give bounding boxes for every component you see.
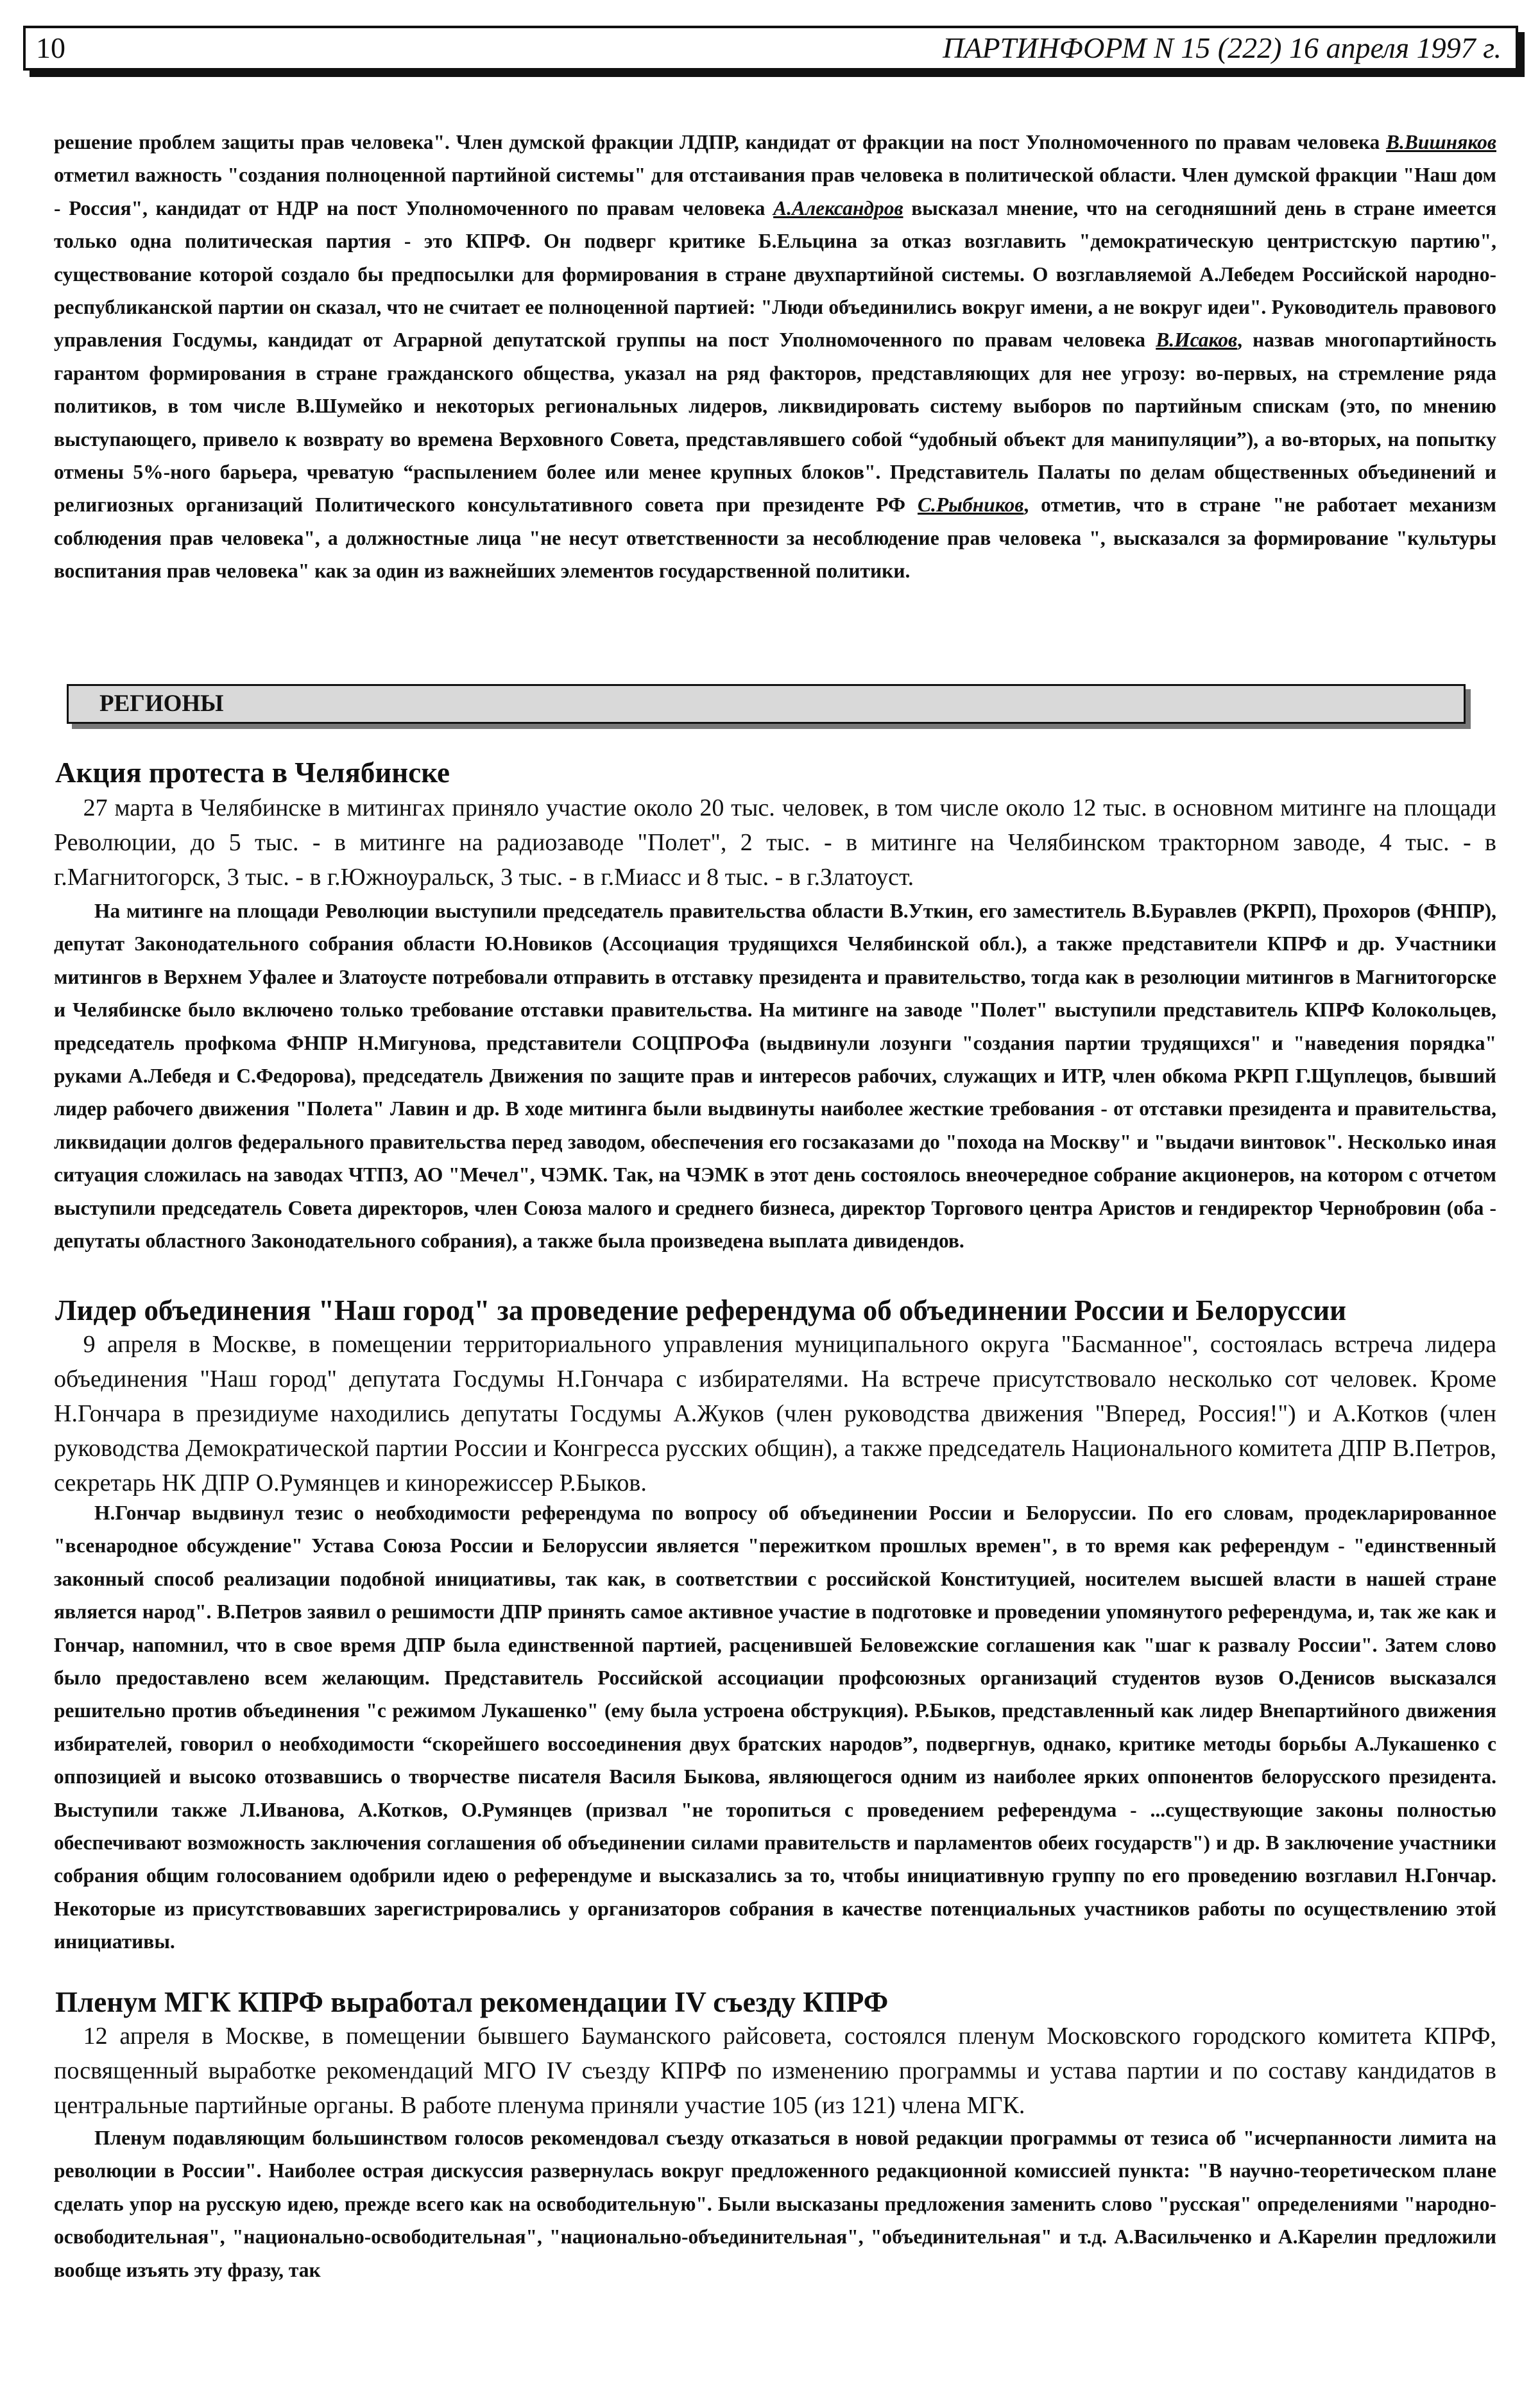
article-body-chelyabinsk: На митинге на площади Революции выступили председатель правительства области В.Уткин, его заместитель В.Буравлев (РКРП), Прохоров (ФНПР), депутат Законодательного собрания области Ю.Новиков (Ассоциация трудящихся Челябинской обл.), а также представители КПРФ и др. Участники митингов в Верхнем Уфалее и Златоусте потребовали отправить в отставку президента и правительство, тогда как в резолюции митингов в Магнитогорске и Челябинске было включено только требование отставки правительства. На митинге на заводе "Полет" выступили представитель КПРФ Колокольцев, председатель профкома ФНПР Н.Мигунова, представители СОЦПРОФа (выдвинули лозунги "создания партии трудящихся" и "наведения порядка" руками А.Лебедя и С.Федорова), председатель Движения по защите прав и интересов рабочих, служащих и ИТР, член обкома РКРП Г.Щуплецов, бывший лидер рабочего движения "Полета" Лавин и др. В ходе митинга были выдвинуты наиболее жесткие требования - от отставки президента и правительства, ликвидации долгов федерального правительства перед заводом, обеспечения его госзаказами до "похода на Москву" и "выдачи винтовок". Несколько иная ситуация сложилась на заводах ЧТПЗ, АО "Мечел", ЧЭМК. Так, на ЧЭМК в этот день состоялось внеочередное собрание акционеров, на котором с отчетом выступили председатель Совета директоров, член Союза малого и среднего бизнеса, директор Торгового центра Аристов и гендиректор Чернобровин (оба - депутаты областного Законодательного собрания), а также была произведена выплата дивидендов. — [54, 900, 1496, 1253]
intro-paragraph — [54, 126, 1496, 588]
name-isakov: В.Исаков — [1156, 329, 1238, 352]
page-header — [23, 26, 1518, 71]
name-vishnyakov: В.Вишняков — [1386, 131, 1496, 153]
issue-title: ПАРТИНФОРМ N 15 (222) 16 апреля 1997 г. — [943, 31, 1502, 64]
article-title-mgk-kprf: Пленум МГК КПРФ выработал рекомендации IV съезду КПРФ — [55, 1986, 889, 2018]
intro-text: , назвав многопартийность гарантом формирования в стране гражданского общества, указал на ряд факторов, представляющих для нее угрозу: во-первых, на стремление ряда политиков, в том числе В.Шумейко и некоторых региональных лидеров, ликвидировать систему выборов по партийным спискам (это, по мнению выступающего, привело к возврату во времена Верховного Совета, представлявшего собой “удобный объект для манипуляции”), а во-вторых, на попытку отмены 5%-ного барьера, чреватую “распылением более или менее крупных блоков". Представитель Палаты по делам общественных объединений и религиозных организаций Политического консультативного совета при президенте РФ — [54, 329, 1497, 517]
article-lead-nash-gorod: 9 апреля в Москве, в помещении территориального управления муниципального округа "Басманное", состоялась встреча лидера объединения "Наш город" депутата Госдумы Н.Гончара с избирателями. На встрече присутствовало несколько сот человек. Кроме Н.Гончара в президиуме находились депутаты Госдумы А.Жуков (член руководства движения "Вперед, Россия!") и А.Котков (член руководства Демократической партии России и Конгресса русских общин), а также председатель Национального комитета ДПР В.Петров, секретарь НК ДПР О.Румянцев и кинорежиссер Р.Быков. — [54, 1331, 1496, 1496]
intro-text: высказал мнение, что на сегодняшний день в стране имеется только одна политическая партия - это КПРФ. Он подверг критике Б.Ельцина за отказ возглавить "демократическую центристскую партию", существование которой создало бы предпосылки для формирования в стране двухпартийной системы. О возглавляемой А.Лебедем Российской народно-республиканской партии он сказал, что не считает ее полноценной партией: "Люди объединились вокруг имени, а не вокруг идеи". Руководитель правового управления Госдумы, кандидат от Аграрной депутатской группы на пост Уполномоченного по правам человека — [54, 196, 1496, 352]
section-label: РЕГИОНЫ — [99, 690, 224, 717]
intro-text: решение проблем защиты прав человека". Член думской фракции ЛДПР, кандидат от фракции на пост Уполномоченного по правам человека — [54, 131, 1387, 153]
article-lead-mgk-kprf: 12 апреля в Москве, в помещении бывшего Бауманского райсовета, состоялся пленум Московского городского комитета КПРФ, посвященный выработке рекомендаций МГО IV съезду КПРФ по изменению программы и устава партии и по составу кандидатов в центральные партийные органы. В работе пленума приняли участие 105 (из 121) члена МГК. — [54, 2023, 1496, 2119]
article-body-mgk-kprf: Пленум подавляющим большинством голосов рекомендовал съезду отказаться в новой редакции программы от тезиса об "исчерпанности лимита на революции в России". Наиболее острая дискуссия развернулась вокруг предложенного редакционной комиссией пункта: "В научно-теоретическом плане сделать упор на русскую идею, прежде всего как на освободительную". Были высказаны предложения заменить слово "русская" определениями "народно-освободительная", "национально-освободительная", "национально-объединительная", "объединительная" и т.д. А.Васильченко и А.Карелин предложили вообще изъять эту фразу, так — [54, 2127, 1496, 2281]
intro-text: отметил важность "создания полноценной партийной системы" для отстаивания прав человека в политической области. Член думской фракции "Наш дом - Россия", кандидат от НДР на пост Уполномоченного по правам человека — [54, 164, 1496, 219]
article-body-nash-gorod: Н.Гончар выдвинул тезис о необходимости референдума по вопросу об объединении России и Белоруссии. По его словам, продекларированное "всенародное обсуждение" Устава Союза России и Белоруссии является "пережитком прошлых времен", в то время как референдум - "единственный законный способ реализации подобной инициативы, так как, в соответствии с российской Конституцией, носителем высшей власти в нашей стране является народ". В.Петров заявил о решимости ДПР принять самое активное участие в подготовке и проведении упомянутого референдума, и, так же как и Гончар, напомнил, что в свое время ДПР была единственной партией, расценившей Беловежские соглашения как "шаг к развалу России". Затем слово было предоставлено всем желающим. Представитель Российской ассоциации профсоюзных организаций студентов вузов О.Денисов высказался решительно против объединения "с режимом Лукашенко" (ему была устроена обструкция). Р.Быков, представленный как лидер Внепартийного движения избирателей, говорил о необходимости “скорейшего воссоединения двух братских народов”, подвергнув, однако, критике методы борьбы А.Лукашенко с оппозицией и высоко отозвавшись о творчестве писателя Василя Быкова, являющегося одним из наиболее ярких оппонентов белорусского президента. Выступили также Л.Иванова, А.Котков, О.Румянцев (призвал "не торопиться с проведением референдума - ...существующие законы полностью обеспечивают возможность заключения соглашения об объединении силами правительств и парламентов обеих государств") и др. В заключение участники собрания общим голосованием одобрили идею о референдуме и высказались за то, чтобы инициативную группу по его проведению возглавил Н.Гончар. Некоторые из присутствовавших зарегистрировались у организаторов собрания в качестве потенциальных участников работы по осуществлению этой инициативы. — [54, 1502, 1496, 1953]
name-aleksandrov: А.Александров — [773, 196, 903, 219]
section-heading-regions — [67, 684, 1466, 724]
page-number: 10 — [36, 31, 65, 64]
name-rybnikov: С.Рыбников — [918, 493, 1024, 517]
article-title-nash-gorod: Лидер объединения "Наш город" за проведение референдума об объединении России и Белоруссии — [55, 1294, 1347, 1326]
article-lead-chelyabinsk: 27 марта в Челябинске в митингах приняло участие около 20 тыс. человек, в том числе около 12 тыс. в основном митинге на площади Революции, до 5 тыс. - в митинге на радиозаводе "Полет", 2 тыс. - в митинге на Челябинском тракторном заводе, 4 тыс. - в г.Магнитогорск, 3 тыс. - в г.Южноуральск, 3 тыс. - в г.Миасс и 8 тыс. - в г.Златоуст. — [54, 794, 1496, 891]
article-title-chelyabinsk: Акция протеста в Челябинске — [55, 757, 450, 789]
intro-text: , отметив, что в стране "не работает механизм соблюдения прав человека", а должностные лица "не несут ответственности за несоблюдение прав человека ", высказался за формирование "культуры воспитания прав человека" как за один из важнейших элементов государственной политики. — [54, 493, 1497, 583]
